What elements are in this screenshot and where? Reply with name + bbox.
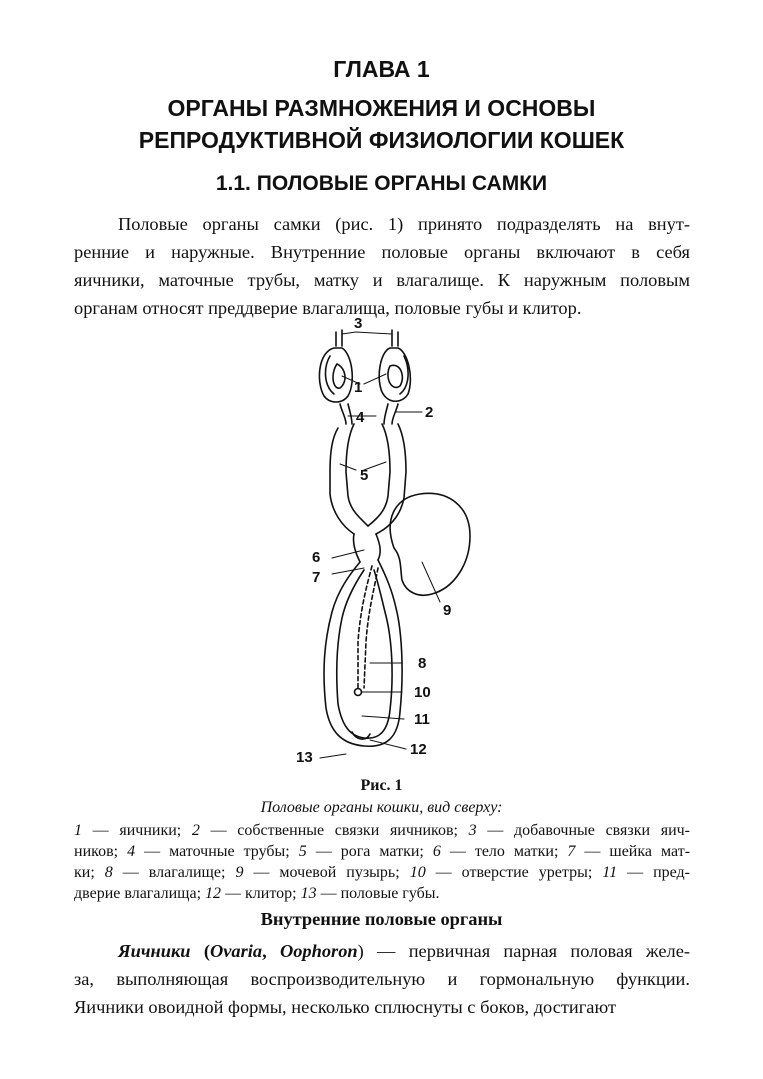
figure-number: Рис. 1 (360, 777, 403, 794)
figure-label: 8 (418, 655, 427, 672)
legend-number: 11 (602, 864, 618, 881)
legend-number: 9 (235, 864, 244, 881)
figure-label: 3 (354, 315, 363, 332)
figure-label: 10 (414, 684, 431, 701)
legend-number: 3 (468, 822, 477, 839)
legend-line (74, 820, 690, 841)
section-heading: 1.1. ПОЛОВЫЕ ОРГАНЫ САМКИ (215, 172, 548, 195)
figure-label: 9 (443, 602, 452, 619)
latin-ovaria: Ovaria (209, 941, 263, 961)
figure-caption-title: Половые органы кошки, вид сверху: (260, 799, 503, 816)
legend-text: — пред- (617, 864, 691, 881)
figure-label: 1 (354, 379, 363, 396)
figure-label: 4 (356, 409, 365, 426)
legend-text: — отверстие уретры; (425, 864, 603, 881)
ovaries-line-rest: ) — первичная парная половая желе- (357, 941, 690, 961)
ovaries-line: за, выполняющая воспроизводительную и гормональную функции. (74, 969, 690, 989)
figure-label: 11 (414, 711, 430, 728)
intro-line: органам относят преддверие влагалища, половые губы и клитор. (74, 298, 582, 318)
legend-text: ки; (74, 864, 105, 881)
legend-number: 10 (409, 864, 426, 881)
legend-number: 8 (104, 864, 113, 881)
legend-text: ников; (74, 843, 128, 860)
chapter-title-line-1: ОРГАНЫ РАЗМНОЖЕНИЯ И ОСНОВЫ (167, 95, 596, 121)
comma: , (262, 941, 280, 961)
legend-text: дверие влагалища; (74, 885, 206, 902)
chapter-heading: ГЛАВА 1 (333, 56, 430, 82)
figure-label: 13 (296, 749, 313, 766)
legend-text: — влагалище; (112, 864, 236, 881)
figure-label: 5 (360, 467, 369, 484)
ovaries-paragraph (74, 937, 690, 1021)
legend-text: — тело матки; (440, 843, 568, 860)
legend-number: 13 (300, 885, 317, 902)
legend-text: — добавочные связки яич- (476, 822, 691, 839)
figure-label: 6 (312, 549, 321, 566)
intro-line: Половые органы самки (рис. 1) принято подразделять на внут- (118, 214, 690, 234)
figure-label: 7 (312, 569, 321, 586)
legend-number: 7 (567, 843, 576, 860)
subheading: Внутренние половые органы (260, 909, 503, 929)
legend-number: 2 (191, 822, 200, 839)
ovaries-line (74, 937, 690, 965)
legend-text: — собственные связки яичников; (199, 822, 469, 839)
figure-label: 12 (410, 741, 427, 758)
legend-text: — клитор; (221, 885, 301, 902)
ovaries-line: Яичники овоидной формы, несколько сплюснуты с боков, достигают (74, 997, 616, 1017)
legend-number: 12 (205, 885, 222, 902)
reproductive-organs-figure (290, 312, 490, 772)
legend-text: — мочевой пузырь; (243, 864, 410, 881)
chapter-title (0, 92, 763, 156)
term-ovaries: Яичники (118, 941, 191, 961)
legend-text: — половые губы. (316, 885, 440, 902)
legend-text: — шейка мат- (575, 843, 691, 860)
figure-legend (74, 820, 690, 904)
legend-text: — яичники; (82, 822, 192, 839)
legend-text: — рога матки; (306, 843, 433, 860)
intro-paragraph (74, 210, 690, 322)
legend-number: 4 (127, 843, 136, 860)
legend-line (74, 841, 690, 862)
legend-number: 1 (74, 822, 82, 839)
legend-text: — маточные трубы; (135, 843, 299, 860)
legend-line (74, 883, 690, 904)
figure-label: 2 (425, 404, 434, 421)
intro-line: яичники, маточные трубы, матку и влагалище. К наружным половым (74, 270, 690, 290)
legend-number: 5 (298, 843, 307, 860)
legend-number: 6 (432, 843, 441, 860)
legend-line (74, 862, 690, 883)
intro-line: ренние и наружные. Внутренние половые органы включают в себя (74, 242, 690, 262)
open-paren: ( (190, 941, 210, 961)
chapter-title-line-2: РЕПРОДУКТИВНОЙ ФИЗИОЛОГИИ КОШЕК (138, 127, 625, 153)
latin-oophoron: Oophoron (279, 941, 358, 961)
